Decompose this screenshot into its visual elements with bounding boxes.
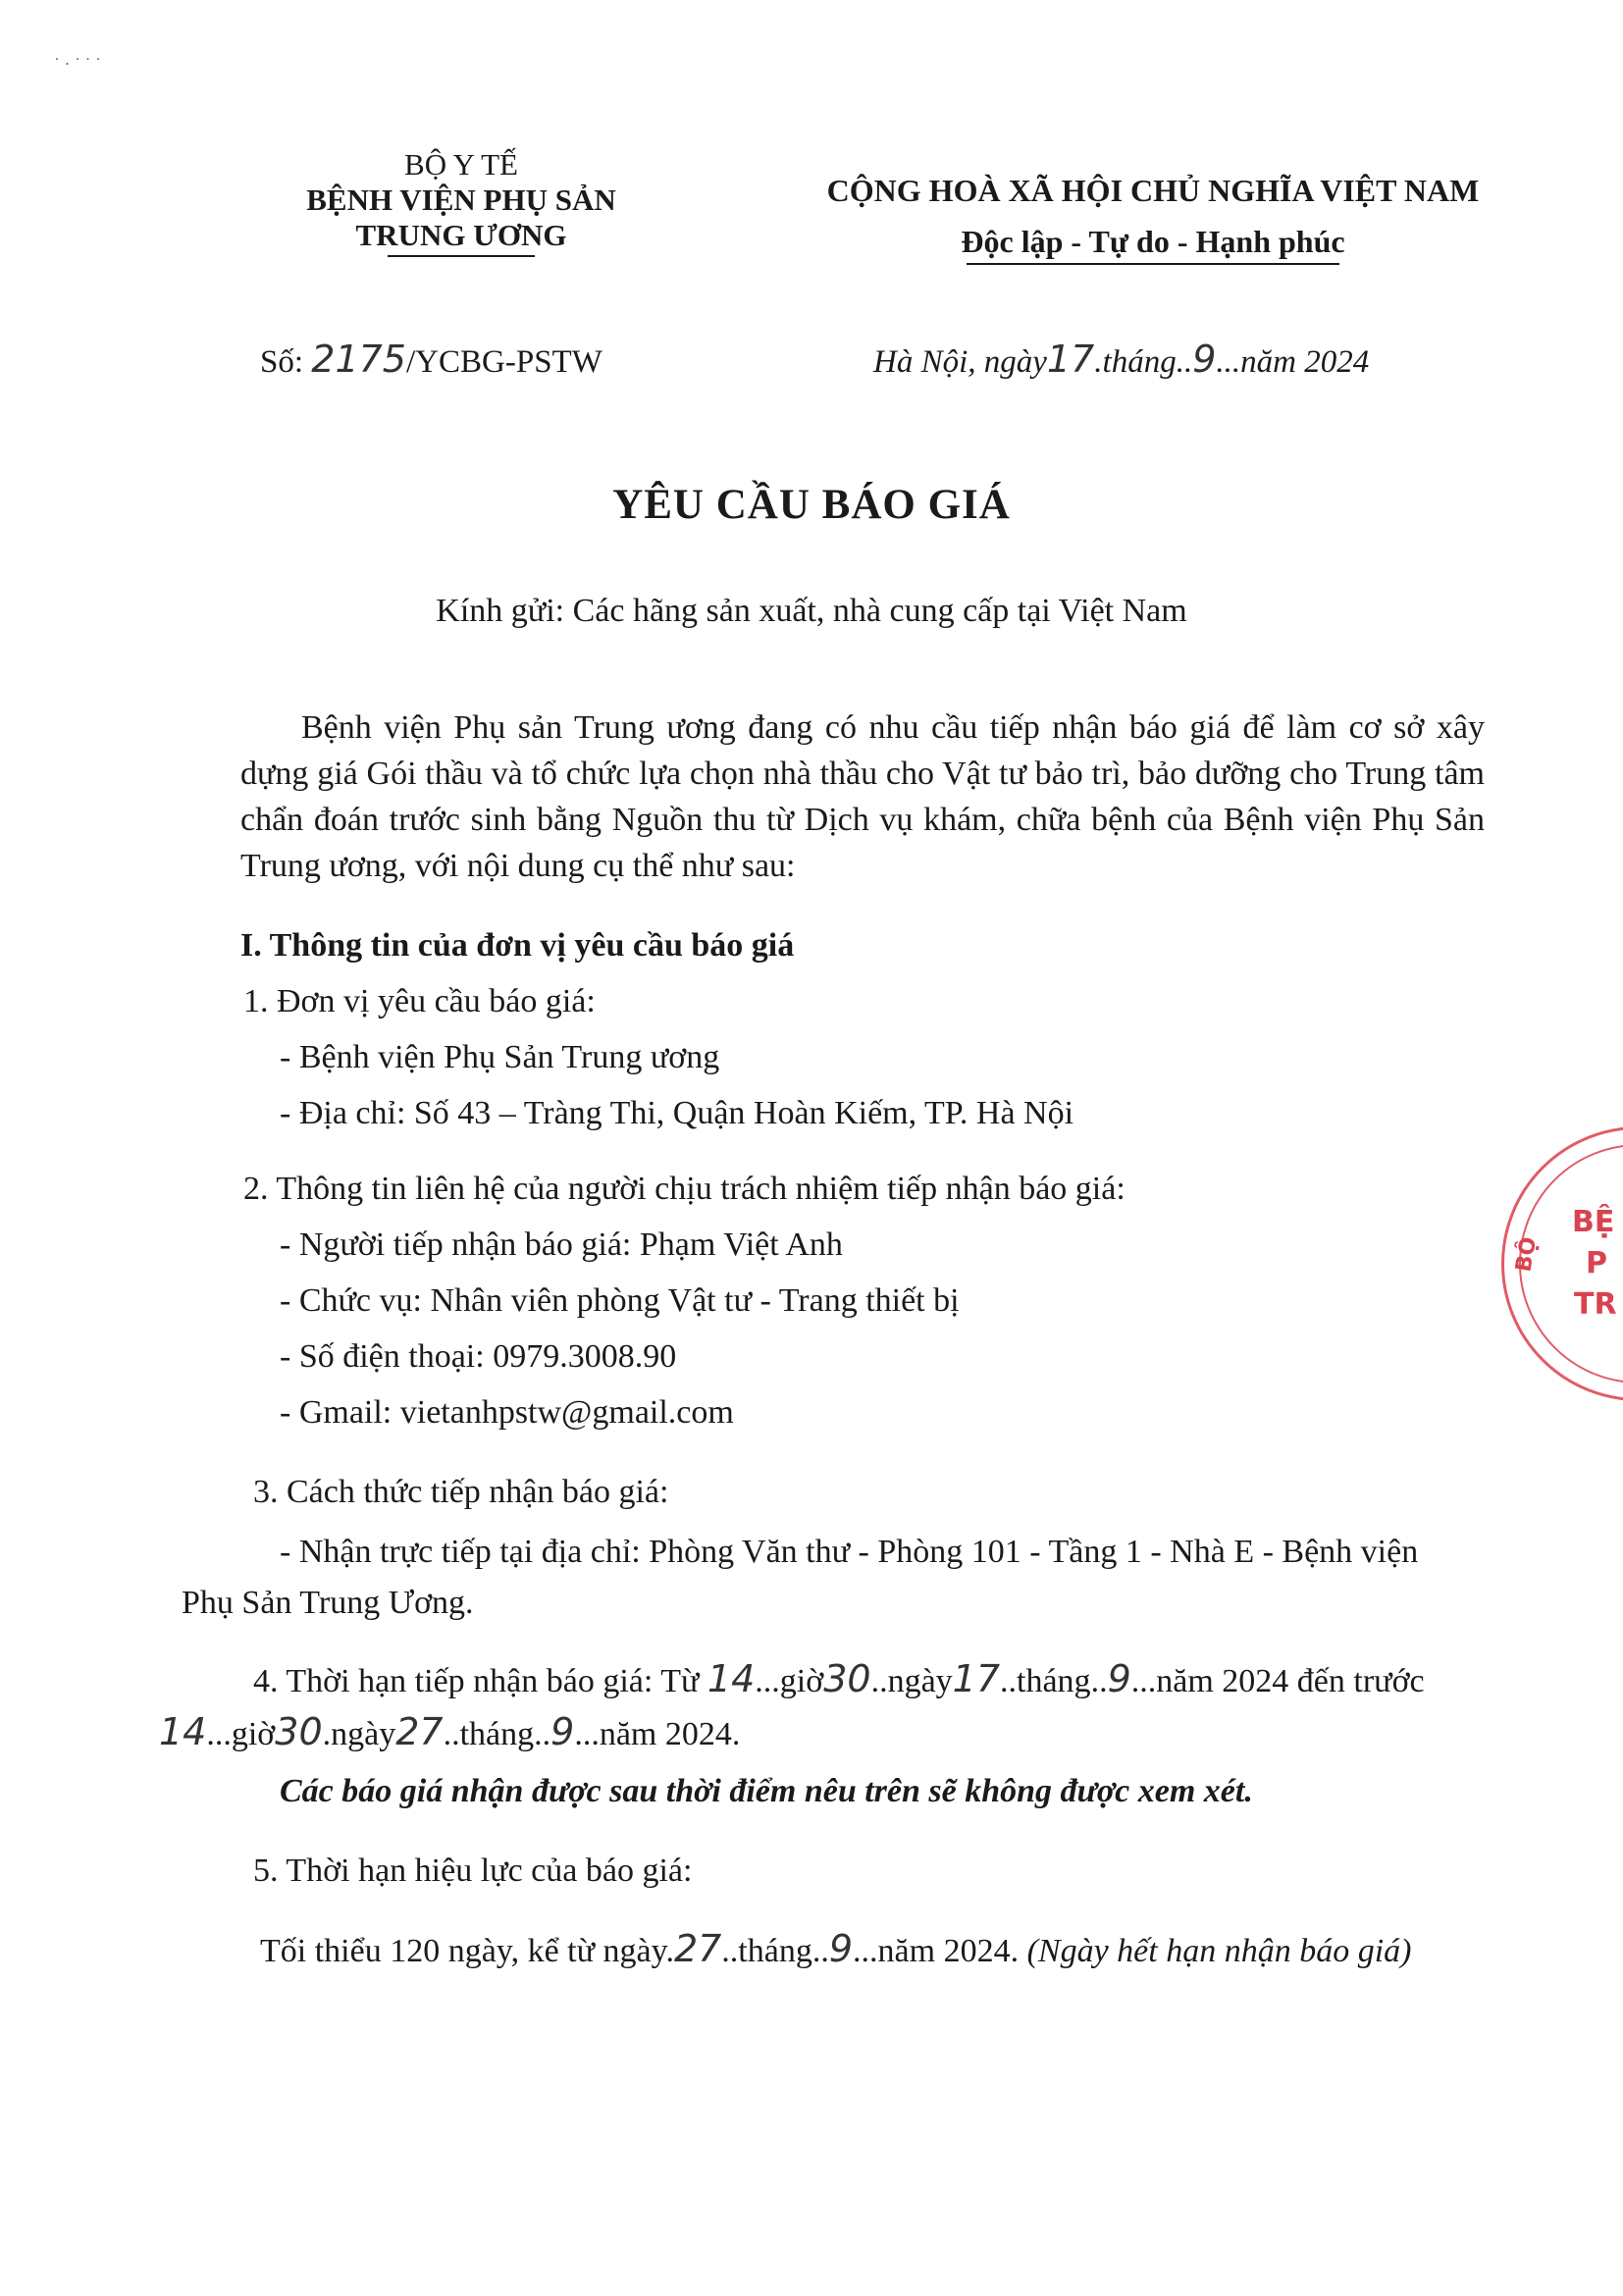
- document-date: Hà Nội, ngày17.tháng..9...năm 2024: [873, 338, 1370, 381]
- date-day: 17: [1046, 338, 1095, 381]
- country-name: CỘNG HOÀ XÃ HỘI CHỦ NGHĨA VIỆT NAM: [826, 173, 1480, 208]
- item4-line1: 4. Thời hạn tiếp nhận báo giá: Từ 14...giờ30..ngày17..tháng..9...năm 2024 đến trước: [253, 1657, 1425, 1700]
- item3-method-line2: Phụ Sản Trung Ương.: [182, 1585, 474, 1621]
- issuer-block: [245, 147, 677, 257]
- item1-label: 1. Đơn vị yêu cầu báo giá:: [243, 983, 596, 1019]
- item2-position: - Chức vụ: Nhân viên phòng Vật tư - Trang thiết bị: [280, 1282, 960, 1319]
- to-day-label: ngày: [331, 1716, 396, 1752]
- hospital-name-line2: TRUNG ƯƠNG: [355, 218, 567, 252]
- to-hour: 14: [159, 1710, 207, 1753]
- from-month-label: tháng: [1017, 1663, 1091, 1699]
- section1-heading: I. Thông tin của đơn vị yêu cầu báo giá: [240, 927, 795, 964]
- official-stamp: [1492, 1119, 1623, 1413]
- hospital-name-line1: BỆNH VIỆN PHỤ SẢN: [306, 183, 616, 217]
- from-month: 9: [1107, 1657, 1131, 1700]
- item2-label: 2. Thông tin liên hệ của người chịu trách nhiệm tiếp nhận báo giá:: [243, 1171, 1126, 1207]
- issuer-underline: [388, 255, 535, 257]
- to-minute: 30: [275, 1710, 323, 1753]
- to-hour-label: giờ: [231, 1716, 276, 1752]
- doc-number-suffix: /YCBG-PSTW: [406, 344, 602, 380]
- to-year: năm 2024.: [599, 1716, 741, 1752]
- validity-day: 27: [673, 1927, 722, 1970]
- stamp-text-line2: P: [1586, 1246, 1607, 1280]
- validity-month-label: tháng: [738, 1933, 812, 1969]
- item5-line: Tối thiểu 120 ngày, kể từ ngày.27..tháng..9...năm 2024. (Ngày hết hạn nhận báo giá): [260, 1927, 1412, 1970]
- item5-label: 5. Thời hạn hiệu lực của báo giá:: [253, 1852, 693, 1889]
- from-year: năm 2024 đến trước: [1156, 1663, 1425, 1699]
- to-day: 27: [395, 1710, 444, 1753]
- item2-phone: - Số điện thoại: 0979.3008.90: [280, 1338, 677, 1375]
- item3-label: 3. Cách thức tiếp nhận báo giá:: [253, 1474, 669, 1510]
- to-month: 9: [550, 1710, 575, 1753]
- validity-year: năm 2024.: [877, 1933, 1020, 1969]
- item1-address: - Địa chỉ: Số 43 – Tràng Thi, Quận Hoàn Kiếm, TP. Hà Nội: [280, 1095, 1074, 1131]
- intro-paragraph: Bệnh viện Phụ sản Trung ương đang có nhu cầu tiếp nhận báo giá để làm cơ sở xây dựng giá Gói thầu và tổ chức lựa chọn nhà thầu cho Vật tư bảo trì, bảo dưỡng cho Trung tâm chẩn đoán trước sinh bằng Nguồn thu từ Dịch vụ khám, chữa bệnh của Bệnh viện Phụ Sản Trung ương, với nội dung cụ thể như sau:: [240, 709, 1485, 884]
- item2-person: - Người tiếp nhận báo giá: Phạm Việt Anh: [280, 1226, 843, 1263]
- validity-month: 9: [828, 1927, 854, 1970]
- doc-number-prefix: Số:: [260, 344, 304, 380]
- validity-prefix: Tối thiểu 120 ngày, kể từ ngày: [260, 1933, 666, 1969]
- date-year: năm 2024: [1240, 344, 1370, 380]
- stamp-text-line3: TR: [1574, 1287, 1617, 1322]
- item4-note: Các báo giá nhận được sau thời điểm nêu trên sẽ không được xem xét.: [280, 1773, 1253, 1809]
- doc-number-handwritten: 2175: [311, 338, 406, 381]
- to-month-label: tháng: [459, 1716, 535, 1752]
- date-place: Hà Nội, ngày: [873, 344, 1047, 380]
- date-month-label: tháng: [1102, 344, 1177, 380]
- document-number: [260, 338, 602, 381]
- item4-line2: 14...giờ30.ngày27..tháng..9...năm 2024.: [159, 1710, 741, 1753]
- from-minute: 30: [823, 1657, 871, 1700]
- date-month: 9: [1192, 338, 1217, 381]
- ministry-name: BỘ Y TẾ: [404, 147, 518, 182]
- from-day: 17: [952, 1657, 1001, 1700]
- item4-label: 4. Thời hạn tiếp nhận báo giá: Từ: [253, 1663, 700, 1699]
- validity-note: (Ngày hết hạn nhận báo giá): [1026, 1933, 1412, 1969]
- from-day-label: ngày: [887, 1663, 953, 1699]
- item3-method-line1: - Nhận trực tiếp tại địa chỉ: Phòng Văn thư - Phòng 101 - Tầng 1 - Nhà E - Bệnh viện: [280, 1534, 1419, 1570]
- item2-email: - Gmail: vietanhpstw@gmail.com: [280, 1394, 734, 1431]
- scan-marks: ˙ · ˙ ˙ ˙: [54, 54, 101, 74]
- recipient-line: Kính gửi: Các hãng sản xuất, nhà cung cấp tại Việt Nam: [436, 593, 1187, 629]
- from-hour-label: giờ: [779, 1663, 824, 1699]
- national-heading: [775, 165, 1531, 265]
- from-hour: 14: [707, 1657, 756, 1700]
- stamp-text-line1: BỆ: [1572, 1205, 1615, 1239]
- stamp-text-left: BỘ: [1511, 1234, 1543, 1275]
- item1-name: - Bệnh viện Phụ Sản Trung ương: [280, 1039, 720, 1075]
- document-title: YÊU CẦU BÁO GIÁ: [612, 482, 1011, 528]
- motto: Độc lập - Tự do - Hạnh phúc: [961, 224, 1345, 259]
